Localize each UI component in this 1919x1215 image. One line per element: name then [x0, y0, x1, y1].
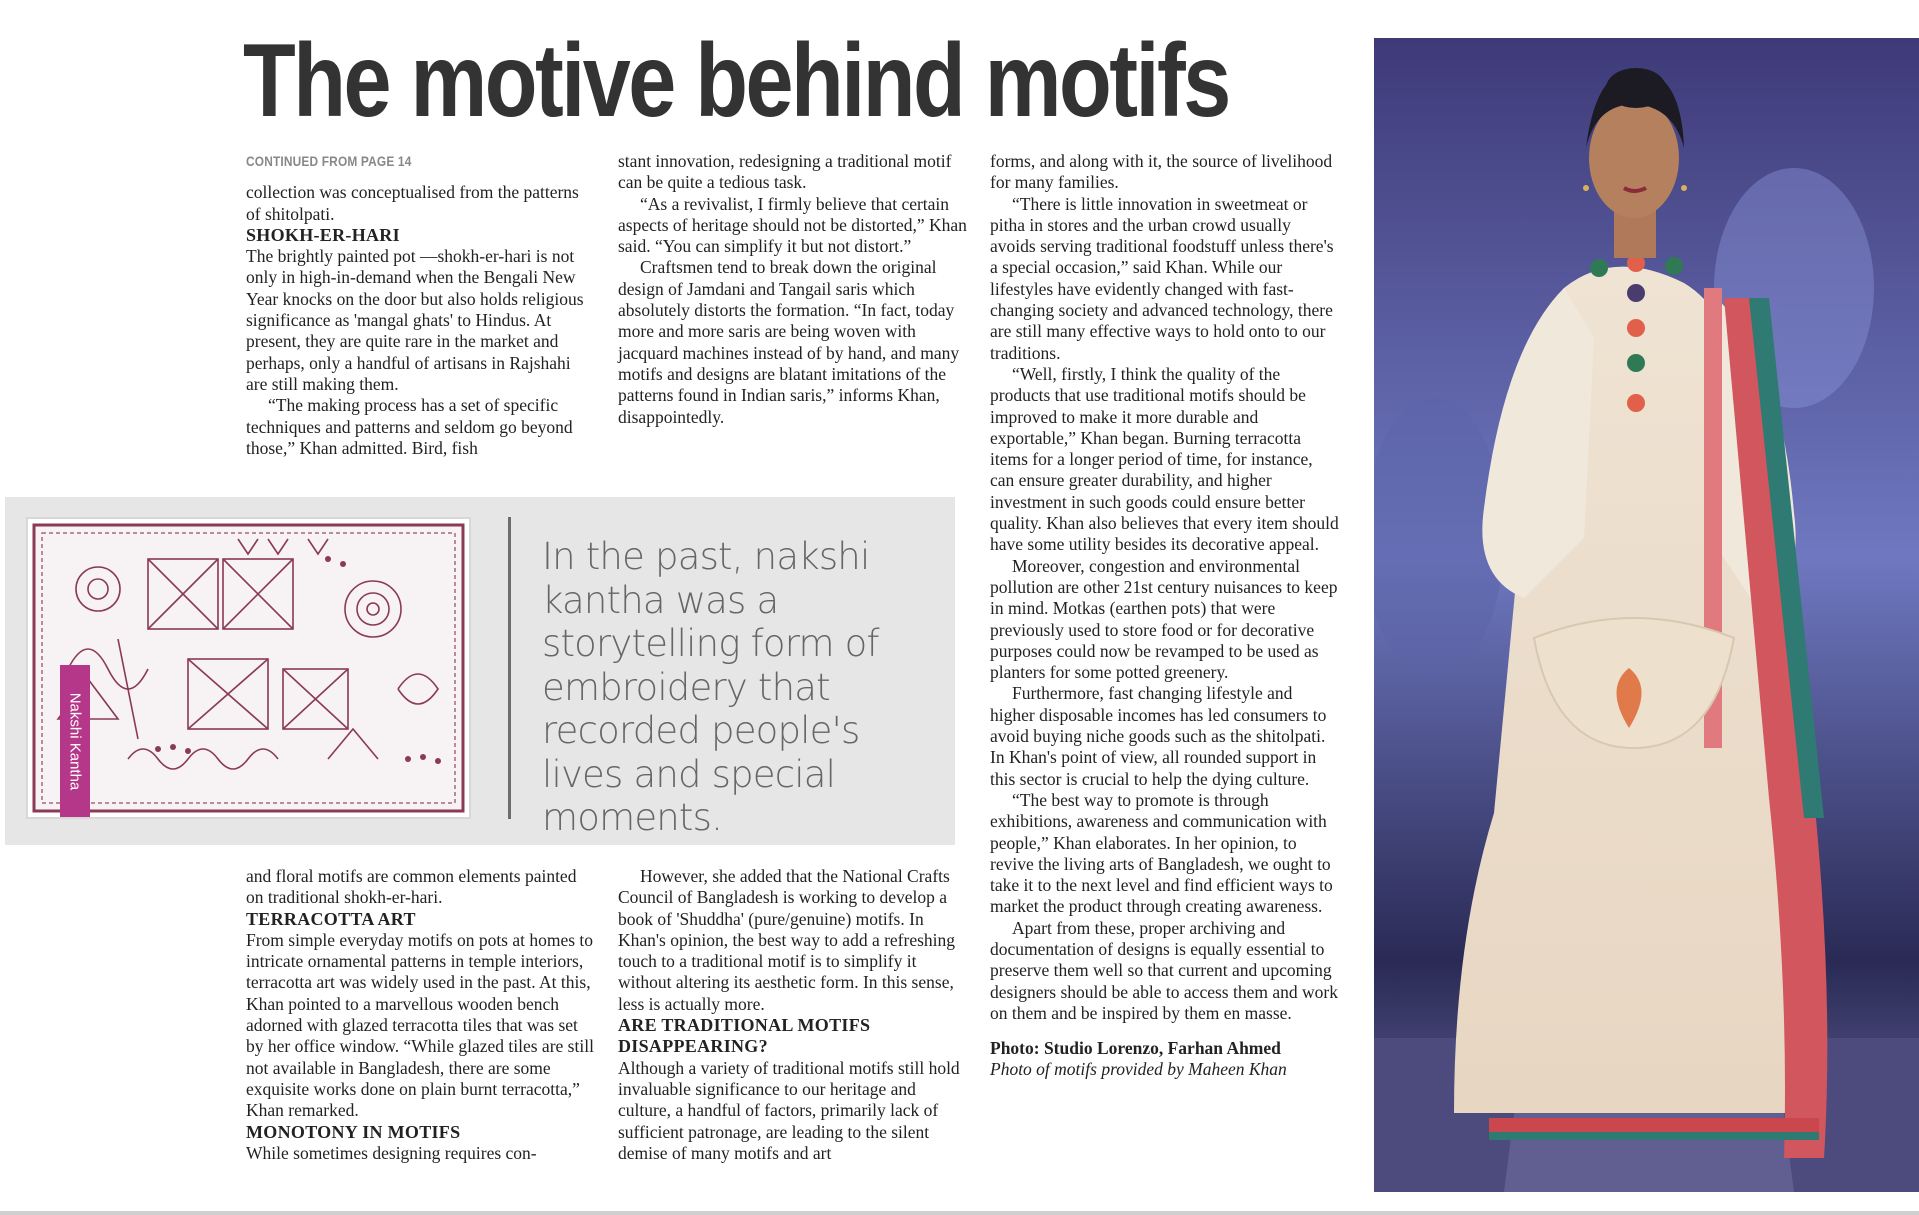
page-bottom-rule: [0, 1211, 1919, 1215]
body-paragraph: Although a variety of traditional motifs still hold invaluable significance to our heritage and culture, a handful of factors, primarily lack of sufficient patronage, are leading to the silent demise of many motifs and art: [618, 1057, 960, 1163]
nakshi-kantha-image: [26, 517, 471, 819]
headline: The motive behind motifs: [243, 23, 1229, 139]
body-paragraph: “The best way to promote is through exhibitions, awareness and communication with people,” Khan elaborates. In her opinion, to revive the living arts of Bangladesh, we ought to take it to the next level and find efficient ways to market the product through creating awareness.: [990, 789, 1333, 917]
body-paragraph: Furthermore, fast changing lifestyle and higher disposable incomes has led consumers to avoid buying niche goods such as the shitolpati. In Khan's point of view, all rounded support in this sector is crucial to help the dying culture.: [990, 683, 1327, 789]
column-body: [246, 182, 596, 459]
body-paragraph: and floral motifs are common elements painted on traditional shokh-er-hari.: [246, 866, 577, 908]
nakshi-kantha-label: Nakshi Kantha: [60, 665, 90, 817]
column-body: [990, 151, 1340, 1024]
section-heading: MONOTONY IN MOTIFS: [246, 1121, 461, 1142]
body-paragraph: Apart from these, proper archiving and documentation of designs is equally essential to preserve them well so that current and upcoming designers should be able to access them and work on them and be inspired by them en masse.: [990, 917, 1338, 1023]
body-paragraph: Craftsmen tend to break down the original design of Jamdani and Tangail saris which absolutely distorts the formation. “In fact, today more and more saris are being woven with jacquard machines instead of by hand, and many motifs and designs are blatant imitations of the patterns found in Indian saris,” informs Khan, disappointedly.: [618, 257, 960, 427]
continued-from-label: CONTINUED FROM PAGE 14: [246, 153, 412, 169]
body-paragraph: However, she added that the National Crafts Council of Bangladesh is working to develop a book of 'Shuddha' (pure/genuine) motifs. In Khan's opinion, the best way to add a refreshing touch to a traditional motif is to simplify it without altering its aesthetic form. In this sense, less is actually more.: [618, 866, 956, 1014]
pull-quote-box: [5, 497, 955, 845]
fashion-model-photo: [1374, 38, 1919, 1192]
column-body: [618, 151, 968, 428]
body-paragraph: “Well, firstly, I think the quality of the products that use traditional motifs should be improved to make it more durable and exportable,” Khan began. Burning terracotta items for a longer period of time, for instance, can ensure greater durability, and higher investment in such goods could ensure better quality. Khan also believes that every item should have some utility besides its decorative appeal.: [990, 363, 1339, 555]
body-paragraph: “The making process has a set of specific techniques and patterns and seldom go beyond those,” Khan admitted. Bird, fish: [246, 395, 573, 458]
body-paragraph: While sometimes designing requires con-: [246, 1142, 537, 1163]
body-paragraph: stant innovation, redesigning a traditional motif can be quite a tedious task.: [618, 151, 952, 193]
column-body: [246, 866, 596, 1164]
body-paragraph: The brightly painted pot —shokh-er-hari is not only in high-in-demand when the Bengali New Year knocks on the door but also holds religious significance as 'mangal ghats' to Hindus. At present, they are quite rare in the market and perhaps, only a handful of artisans in Rajshahi are still making them.: [246, 246, 584, 394]
pull-quote-divider: [508, 517, 511, 819]
photo-credit: Photo: Studio Lorenzo, Farhan Ahmed: [990, 1038, 1281, 1059]
article-column-1-bottom: [246, 866, 596, 1164]
article-column-1-top: [246, 151, 596, 459]
pull-quote: In the past, nakshi kantha was a storytelling form of embroidery that recorded people's lives and special moments.: [542, 535, 879, 839]
article-column-2-bottom: [618, 866, 968, 1164]
body-paragraph: From simple everyday motifs on pots at homes to intricate ornamental patterns in temple interiors, terracotta art was widely used in the past. At this, Khan pointed to a marvellous wooden bench adorned with glazed terracotta tiles that was set by her office window. “While glazed tiles are still not available in Bangladesh, there are some exquisite works done on plain burnt terracotta,” Khan remarked.: [246, 929, 594, 1121]
body-paragraph: forms, and along with it, the source of livelihood for many families.: [990, 151, 1333, 193]
article-column-3: [990, 151, 1340, 1081]
body-paragraph: “As a revivalist, I firmly believe that certain aspects of heritage should not be distorted,” Khan said. “You can simplify it but not distort.”: [618, 193, 967, 257]
section-heading: SHOKH-ER-HARI: [246, 224, 400, 245]
motif-photo-credit: Photo of motifs provided by Maheen Khan: [990, 1059, 1287, 1080]
body-paragraph: collection was conceptualised from the patterns of shitolpati.: [246, 182, 579, 224]
body-paragraph: Moreover, congestion and environmental pollution are other 21st century nuisances to keep in mind. Motkas (earthen pots) that were previously used to store food or for decorative purposes could now be revamped to be used as planters for some potted greenery.: [990, 555, 1338, 683]
article-column-2-top: [618, 151, 968, 428]
section-heading: TERRACOTTA ART: [246, 908, 416, 929]
section-heading: ARE TRADITIONAL MOTIFS DISAPPEARING?: [618, 1015, 871, 1057]
body-paragraph: “There is little innovation in sweetmeat or pitha in stores and the urban crowd usually avoids serving traditional foodstuff unless there's a special occasion,” said Khan. While our lifestyles have evidently changed with fast-changing society and advanced technology, there are still many effective ways to hold onto to our traditions.: [990, 193, 1334, 363]
column-body: [618, 866, 968, 1164]
